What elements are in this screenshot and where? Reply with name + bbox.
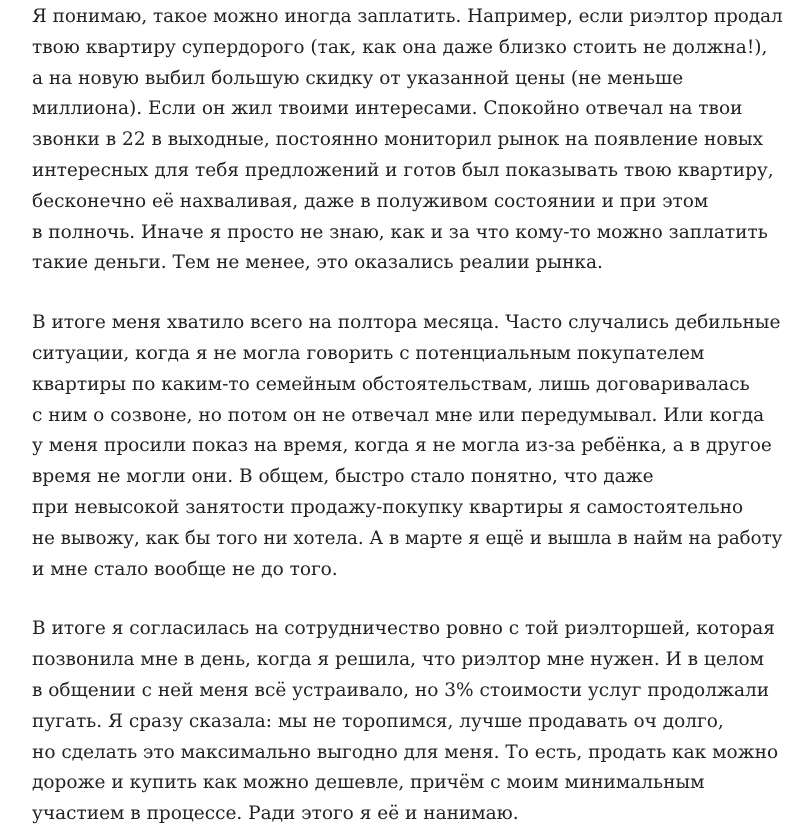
- text-line: пугать. Я сразу сказала: мы не торопимся, лучше продавать оч долго,: [32, 710, 724, 732]
- text-line: миллиона). Если он жил твоими интересами. Спокойно отвечал на твои: [32, 98, 743, 120]
- text-line: при невысокой занятости продажу-покупку квартиры я самостоятельно: [32, 496, 744, 518]
- text-line: не вывожу, как бы того ни хотела. А в марте я ещё и вышла в найм на работу: [32, 527, 783, 549]
- text-line: Я понимаю, такое можно иногда заплатить. Например, если риэлтор продал: [32, 6, 783, 27]
- text-line: дороже и купить как можно дешевле, причём с моим минимальным: [32, 772, 705, 794]
- paragraph-2: [32, 308, 783, 585]
- text-line: интересных для тебя предложений и готов был показывать твою квартиру,: [32, 159, 774, 181]
- text-line: квартиры по каким-то семейным обстоятельствам, лишь договаривалась: [32, 373, 750, 395]
- text-line: у меня просили показ на время, когда я не могла из-за ребёнка, а в другое: [32, 435, 772, 457]
- text-line: твою квартиру супердорого (так, как она даже близко стоить не должна!),: [32, 36, 768, 58]
- paragraph-1: [32, 2, 783, 279]
- text-line: в полночь. Иначе я просто не знаю, как и за что кому-то можно заплатить: [32, 221, 768, 243]
- text-line: время не могли они. В общем, быстро стало понятно, что даже: [32, 466, 654, 488]
- text-line: бесконечно её нахваливая, даже в полуживом состоянии и при этом: [32, 190, 709, 212]
- text-line: с ним о созвоне, но потом он не отвечал мне или передумывал. Или когда: [32, 404, 765, 426]
- text-line: В итоге я согласилась на сотрудничество ровно с той риэлторшей, которая: [32, 618, 775, 640]
- text-line: ситуации, когда я не могла говорить с потенциальным покупателем: [32, 342, 705, 364]
- text-line: В итоге меня хватило всего на полтора месяца. Часто случались дебильные: [32, 312, 781, 334]
- text-line: а на новую выбил большую скидку от указанной цены (не меньше: [32, 67, 684, 89]
- text-line: но сделать это максимально выгодно для меня. То есть, продать как можно: [32, 741, 779, 763]
- text-line: позвонила мне в день, когда я решила, что риэлтор мне нужен. И в целом: [32, 649, 765, 671]
- text-line: в общении с ней меня всё устраивало, но 3% стоимости услуг продолжали: [32, 679, 770, 701]
- paragraph-3: [32, 614, 783, 830]
- text-line: и мне стало вообще не до того.: [32, 558, 338, 580]
- text-line: участием в процессе. Ради этого я её и нанимаю.: [32, 803, 519, 825]
- text-line: такие деньги. Тем не менее, это оказались реалии рынка.: [32, 252, 603, 274]
- text-line: звонки в 22 в выходные, постоянно мониторил рынок на появление новых: [32, 129, 764, 151]
